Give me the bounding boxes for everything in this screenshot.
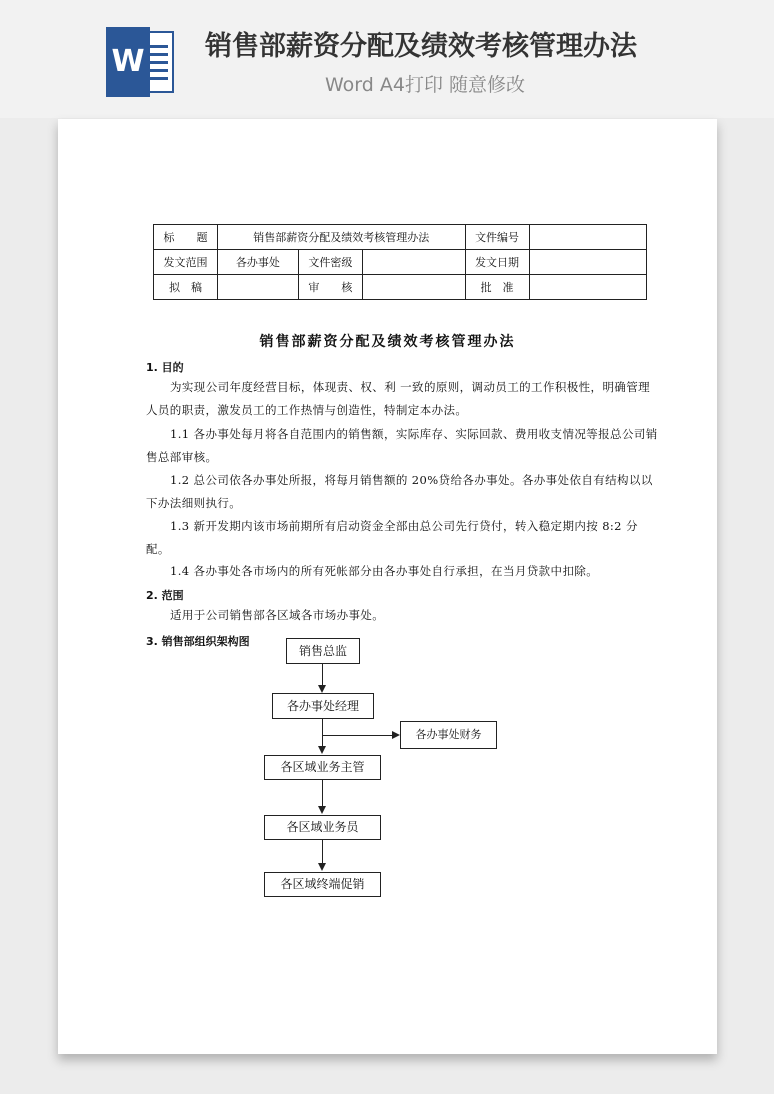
scope-label: 发文范围 [154,250,218,275]
date-label: 发文日期 [465,250,529,275]
scope-value: 各办事处 [217,250,298,275]
header-title: 销售部薪资分配及绩效考核管理办法 [205,31,637,62]
file-no-label: 文件编号 [465,225,529,250]
org-node-office-manager: 各办事处经理 [272,693,374,719]
org-connector [322,735,392,736]
org-node-sales-director: 销售总监 [286,638,360,664]
draft-value [217,275,298,300]
arrow-down-icon [318,685,326,693]
document-page [58,119,717,1054]
title-value: 销售部薪资分配及绩效考核管理办法 [217,225,465,250]
secret-value [362,250,465,275]
secret-label: 文件密级 [298,250,362,275]
arrow-right-icon [392,731,400,739]
document-info-table [153,224,647,300]
title-label: 标 题 [154,225,218,250]
org-node-area-supervisor: 各区域业务主管 [264,755,381,780]
file-no-value [529,225,646,250]
header [0,0,774,118]
arrow-down-icon [318,806,326,814]
approve-label: 批 准 [465,275,529,300]
arrow-down-icon [318,863,326,871]
approve-value [529,275,646,300]
header-subtitle: Word A4打印 随意修改 [325,74,526,96]
org-connector [322,840,323,863]
org-connector [322,719,323,746]
org-connector [322,780,323,806]
paragraph-1-3: 1.3 新开发期内该市场前期所有启动资金全部由总公司先行贷付，转入稳定期内按 8:2 分配。 [146,519,638,556]
section-heading-scope: 2. 范围 [146,589,184,602]
arrow-down-icon [318,746,326,754]
document-title: 销售部薪资分配及绩效考核管理办法 [259,334,516,350]
org-node-office-finance: 各办事处财务 [400,721,497,749]
paragraph-1-1: 1.1 各办事处每月将各自范围内的销售额，实际库存、实际回款、费用收支情况等报总公司销售总部审核。 [146,427,658,464]
review-value [362,275,465,300]
org-connector [322,664,323,685]
draft-label: 拟 稿 [154,275,218,300]
org-node-area-salesperson: 各区域业务员 [264,815,381,840]
section-heading-org-chart: 3. 销售部组织架构图 [146,635,250,648]
paragraph-scope: 适用于公司销售部各区域各市场办事处。 [170,608,385,622]
review-label: 审 核 [298,275,362,300]
section-heading-purpose: 1. 目的 [146,361,184,374]
org-node-terminal-promoter: 各区域终端促销 [264,872,381,897]
paragraph-1-2: 1.2 总公司依各办事处所报，将每月销售额的 20%贷给各办事处。各办事处依自有结构以以下办法细则执行。 [146,473,653,510]
paragraph-1-4: 1.4 各办事处各市场内的所有死帐部分由各办事处自行承担，在当月贷款中扣除。 [170,564,599,578]
word-logo-icon: W [106,27,176,97]
paragraph-purpose: 为实现公司年度经营目标，体现责、权、利 一致的原则，调动员工的工作积极性，明确管理人员的职责，激发员工的工作热情与创造性，特制定本办法。 [146,380,651,417]
date-value [529,250,646,275]
